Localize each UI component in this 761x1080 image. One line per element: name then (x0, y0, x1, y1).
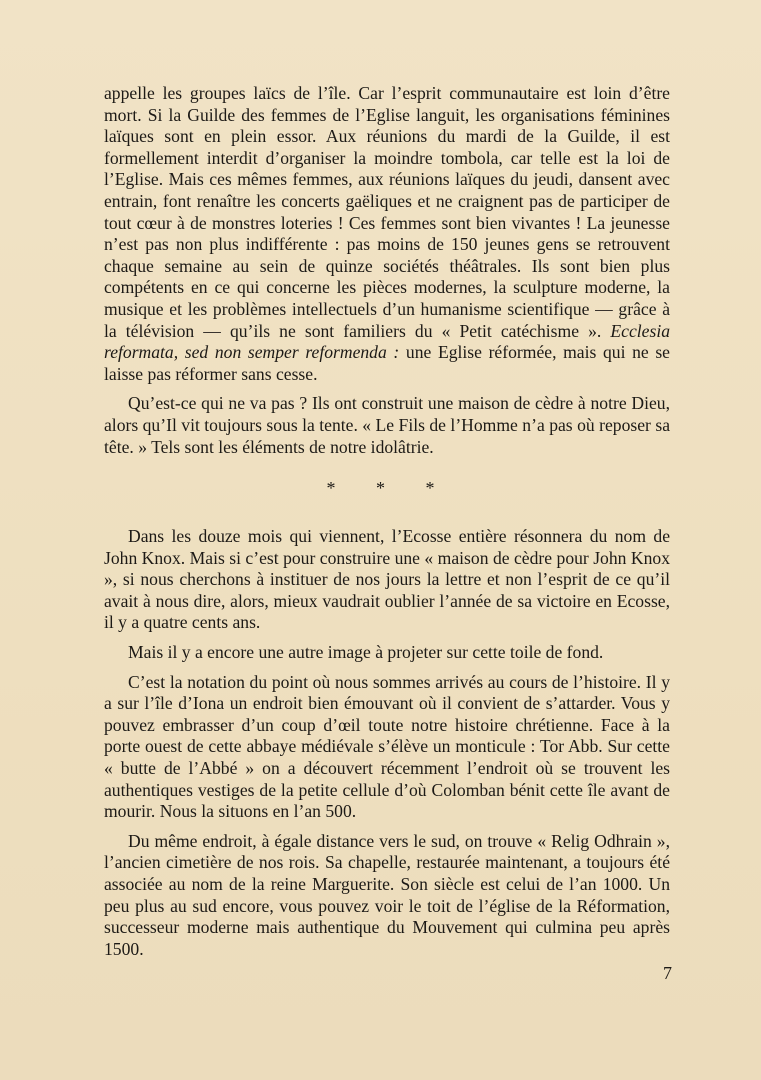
paragraph: Mais il y a encore une autre image à projeter sur cette toile de fond. (128, 641, 604, 662)
paragraph: C’est la notation du point où nous sommes arrivés au cours de l’histoire. Il y a sur l’île d’Iona un endroit bien émouvant où il convient de s’attarder. Vous y pouvez embrasser d’un coup d’œil toute notre histoire chrétienne. Face à la porte ouest de cette abbaye médiévale s’élève un monticule : Tor Abb. Sur cette « butte de l’Abbé » on a découvert récemment l’endroit où se trouvent les authentiques vestiges de la petite cellule d’où Colomban bénit cette île avant de mourir. Nous la situons en l’an 500. (104, 671, 670, 822)
latin-quote: Ecclesia reformata, sed non semper reformenda : (104, 320, 670, 363)
paragraph: Du même endroit, à égale distance vers le sud, on trouve « Relig Odhrain », l’ancien cimetière de nos rois. Sa chapelle, restaurée maintenant, a toujours été associée au nom de la reine Marguerite. Son siècle est celui de l’an 1000. Un peu plus au sud encore, vous pouvez voir le toit de l’église de la Réformation, successeur moderne mais authentique du Mouvement qui culmina peu après 1500. (104, 830, 670, 959)
paragraph: Qu’est-ce qui ne va pas ? Ils ont construit une maison de cèdre à notre Dieu, alors qu’Il vit toujours sous la tente. « Le Fils de l’Homme n’a pas où reposer sa tête. » Tels sont les éléments de notre idolâtrie. (104, 393, 670, 457)
text-block-top (104, 83, 670, 458)
paragraph (104, 83, 670, 385)
paragraph: Dans les douze mois qui viennent, l’Ecosse entière résonnera du nom de John Knox. Mais si c’est pour construire une « maison de cèdre pour John Knox », si nous cherchons à instituer de nos jours la lettre et non l’esprit de ce qu’il avait à nous dire, alors, mieux vaudrait oublier l’année de sa victoire en Ecosse, il y a quatre cents ans. (104, 526, 670, 633)
paragraph-text-end: une Eglise réformée, mais qui ne se laisse pas réformer sans cesse. (104, 342, 670, 384)
section-separator: * * * (326, 478, 453, 498)
text-block-bottom (104, 526, 670, 960)
paragraph-text: appelle les groupes laïcs de l’île. Car l’esprit communautaire est loin d’être mort. Si la Guilde des femmes de l’Eglise languit, les organisations féminines laïques sont en plein essor. Aux réunions du mardi de la Guilde, il est formellement interdit d’organiser la moindre tombola, car telle est la loi de l’Eglise. Mais ces mêmes femmes, aux réunions laïques du jeudi, dansent avec entrain, font renaître les concerts gaëliques et ne craignent pas de participer de tout cœur à de monstres loteries ! Ces femmes sont bien vivantes ! La jeunesse n’est pas non plus indifférente : pas moins de 150 jeunes gens se retrouvent chaque semaine au sein de quinze sociétés théâtrales. Ils sont bien plus compétents en ce qui concerne les pièces modernes, la sculpture moderne, la musique et les problèmes intellectuels d’un humanisme scientifique — grâce à la télévision — qu’ils ne sont familiers du « Petit catéchisme ». (104, 83, 670, 341)
page-number: 7 (663, 963, 672, 983)
